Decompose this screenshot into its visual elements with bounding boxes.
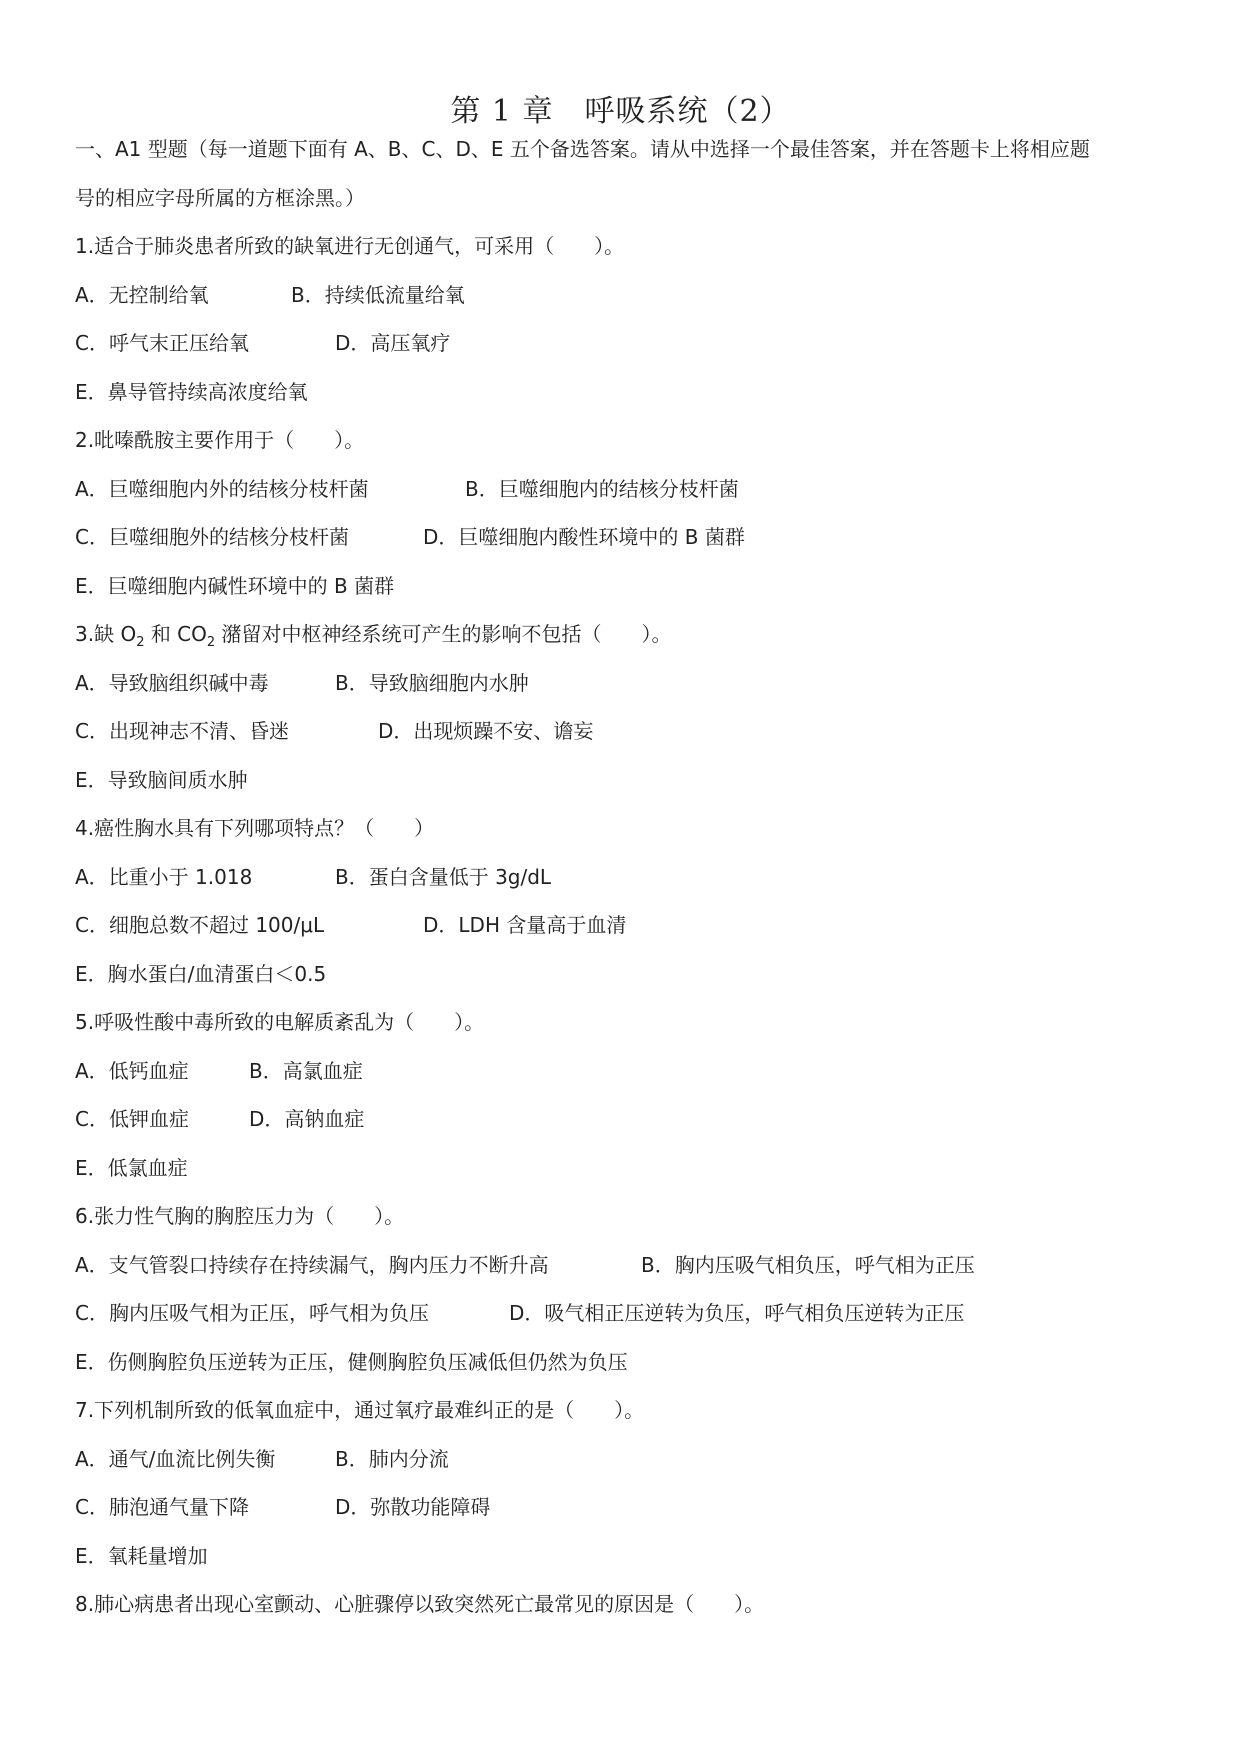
question-7-stem: 7.下列机制所致的低氧血症中，通过氧疗最难纠正的是（ ）。 [75, 1398, 645, 1422]
question-1-options-cd [75, 330, 450, 356]
question-4-stem: 4.癌性胸水具有下列哪项特点？（ ） [75, 816, 435, 840]
option-d: D．出现烦躁不安、谵妄 [378, 719, 594, 743]
question-2-options-cd [75, 524, 745, 550]
question-1-option-e: E．鼻导管持续高浓度给氧 [75, 380, 308, 404]
question-8-stem: 8.肺心病患者出现心室颤动、心脏骤停以致突然死亡最常见的原因是（ ）。 [75, 1592, 765, 1616]
option-b: B．蛋白含量低于 3g/dL [335, 865, 552, 889]
question-4-option-e: E．胸水蛋白/血清蛋白＜0.5 [75, 962, 327, 986]
section-instructions-line1: 一、A1 型题（每一道题下面有 A、B、C、D、E 五个备选答案。请从中选择一个最佳答案，并在答题卡上将相应题 [75, 137, 1090, 161]
option-b: B．肺内分流 [335, 1447, 449, 1471]
question-6-stem: 6.张力性气胸的胸腔压力为（ ）。 [75, 1204, 405, 1228]
question-3-option-e: E．导致脑间质水肿 [75, 768, 248, 792]
question-4-options-ab [75, 864, 551, 890]
option-a: A．导致脑组织碱中毒 [75, 671, 269, 695]
option-b: B．胸内压吸气相负压，呼气相为正压 [641, 1253, 975, 1277]
option-c: C．胸内压吸气相为正压，呼气相为负压 [75, 1301, 429, 1325]
option-c: C．巨噬细胞外的结核分枝杆菌 [75, 525, 349, 549]
page-title: 第 1 章 呼吸系统（2） [450, 94, 791, 129]
option-a: A．无控制给氧 [75, 283, 209, 307]
question-6-options-ab [75, 1252, 975, 1278]
question-7-options-cd [75, 1494, 490, 1520]
question-6-option-e: E．伤侧胸腔负压逆转为正压，健侧胸腔负压减低但仍然为负压 [75, 1350, 628, 1374]
question-6-options-cd [75, 1300, 964, 1326]
option-b: B．巨噬细胞内的结核分枝杆菌 [465, 477, 739, 501]
option-c: C．呼气末正压给氧 [75, 331, 249, 355]
question-3-options-ab [75, 670, 529, 696]
option-c: C．低钾血症 [75, 1107, 189, 1131]
option-a: A．通气/血流比例失衡 [75, 1447, 276, 1471]
option-a: A．支气管裂口持续存在持续漏气，胸内压力不断升高 [75, 1253, 549, 1277]
option-c: C．出现神志不清、昏迷 [75, 719, 289, 743]
question-3-stem [75, 621, 672, 656]
stem-part: 和 CO [144, 622, 207, 646]
question-1-stem: 1.适合于肺炎患者所致的缺氧进行无创通气，可采用（ ）。 [75, 234, 625, 258]
question-7-option-e: E．氧耗量增加 [75, 1544, 208, 1568]
stem-part: 潴留对中枢神经系统可产生的影响不包括（ ）。 [215, 622, 672, 646]
subscript: 2 [206, 635, 216, 650]
option-b: B．导致脑细胞内水肿 [335, 671, 529, 695]
question-7-options-ab [75, 1446, 449, 1472]
subscript: 2 [136, 635, 145, 650]
question-5-options-ab [75, 1058, 363, 1084]
option-c: C．细胞总数不超过 100/μL [75, 913, 325, 937]
option-d: D．巨噬细胞内酸性环境中的 B 菌群 [423, 525, 745, 549]
question-3-options-cd [75, 718, 593, 744]
question-2-option-e: E．巨噬细胞内碱性环境中的 B 菌群 [75, 574, 395, 598]
option-d: D．LDH 含量高于血清 [423, 913, 627, 937]
question-2-options-ab [75, 476, 739, 502]
option-c: C．肺泡通气量下降 [75, 1495, 249, 1519]
option-b: B．高氯血症 [249, 1059, 363, 1083]
question-5-options-cd [75, 1106, 364, 1132]
option-d: D．高钠血症 [249, 1107, 365, 1131]
option-d: D．高压氧疗 [335, 331, 451, 355]
section-instructions-line2: 号的相应字母所属的方框涂黑。） [75, 186, 365, 210]
question-5-stem: 5.呼吸性酸中毒所致的电解质紊乱为（ ）。 [75, 1010, 485, 1034]
option-a: A．比重小于 1.018 [75, 865, 253, 889]
question-4-options-cd [75, 912, 626, 938]
option-d: D．弥散功能障碍 [335, 1495, 491, 1519]
option-a: A．低钙血症 [75, 1059, 189, 1083]
stem-part: 3.缺 O [75, 622, 137, 646]
option-d: D．吸气相正压逆转为负压，呼气相负压逆转为正压 [509, 1301, 965, 1325]
question-1-options-ab [75, 282, 465, 308]
option-b: B．持续低流量给氧 [291, 283, 465, 307]
question-5-option-e: E．低氯血症 [75, 1156, 188, 1180]
question-2-stem: 2.吡嗪酰胺主要作用于（ ）。 [75, 428, 365, 452]
option-a: A．巨噬细胞内外的结核分枝杆菌 [75, 477, 369, 501]
